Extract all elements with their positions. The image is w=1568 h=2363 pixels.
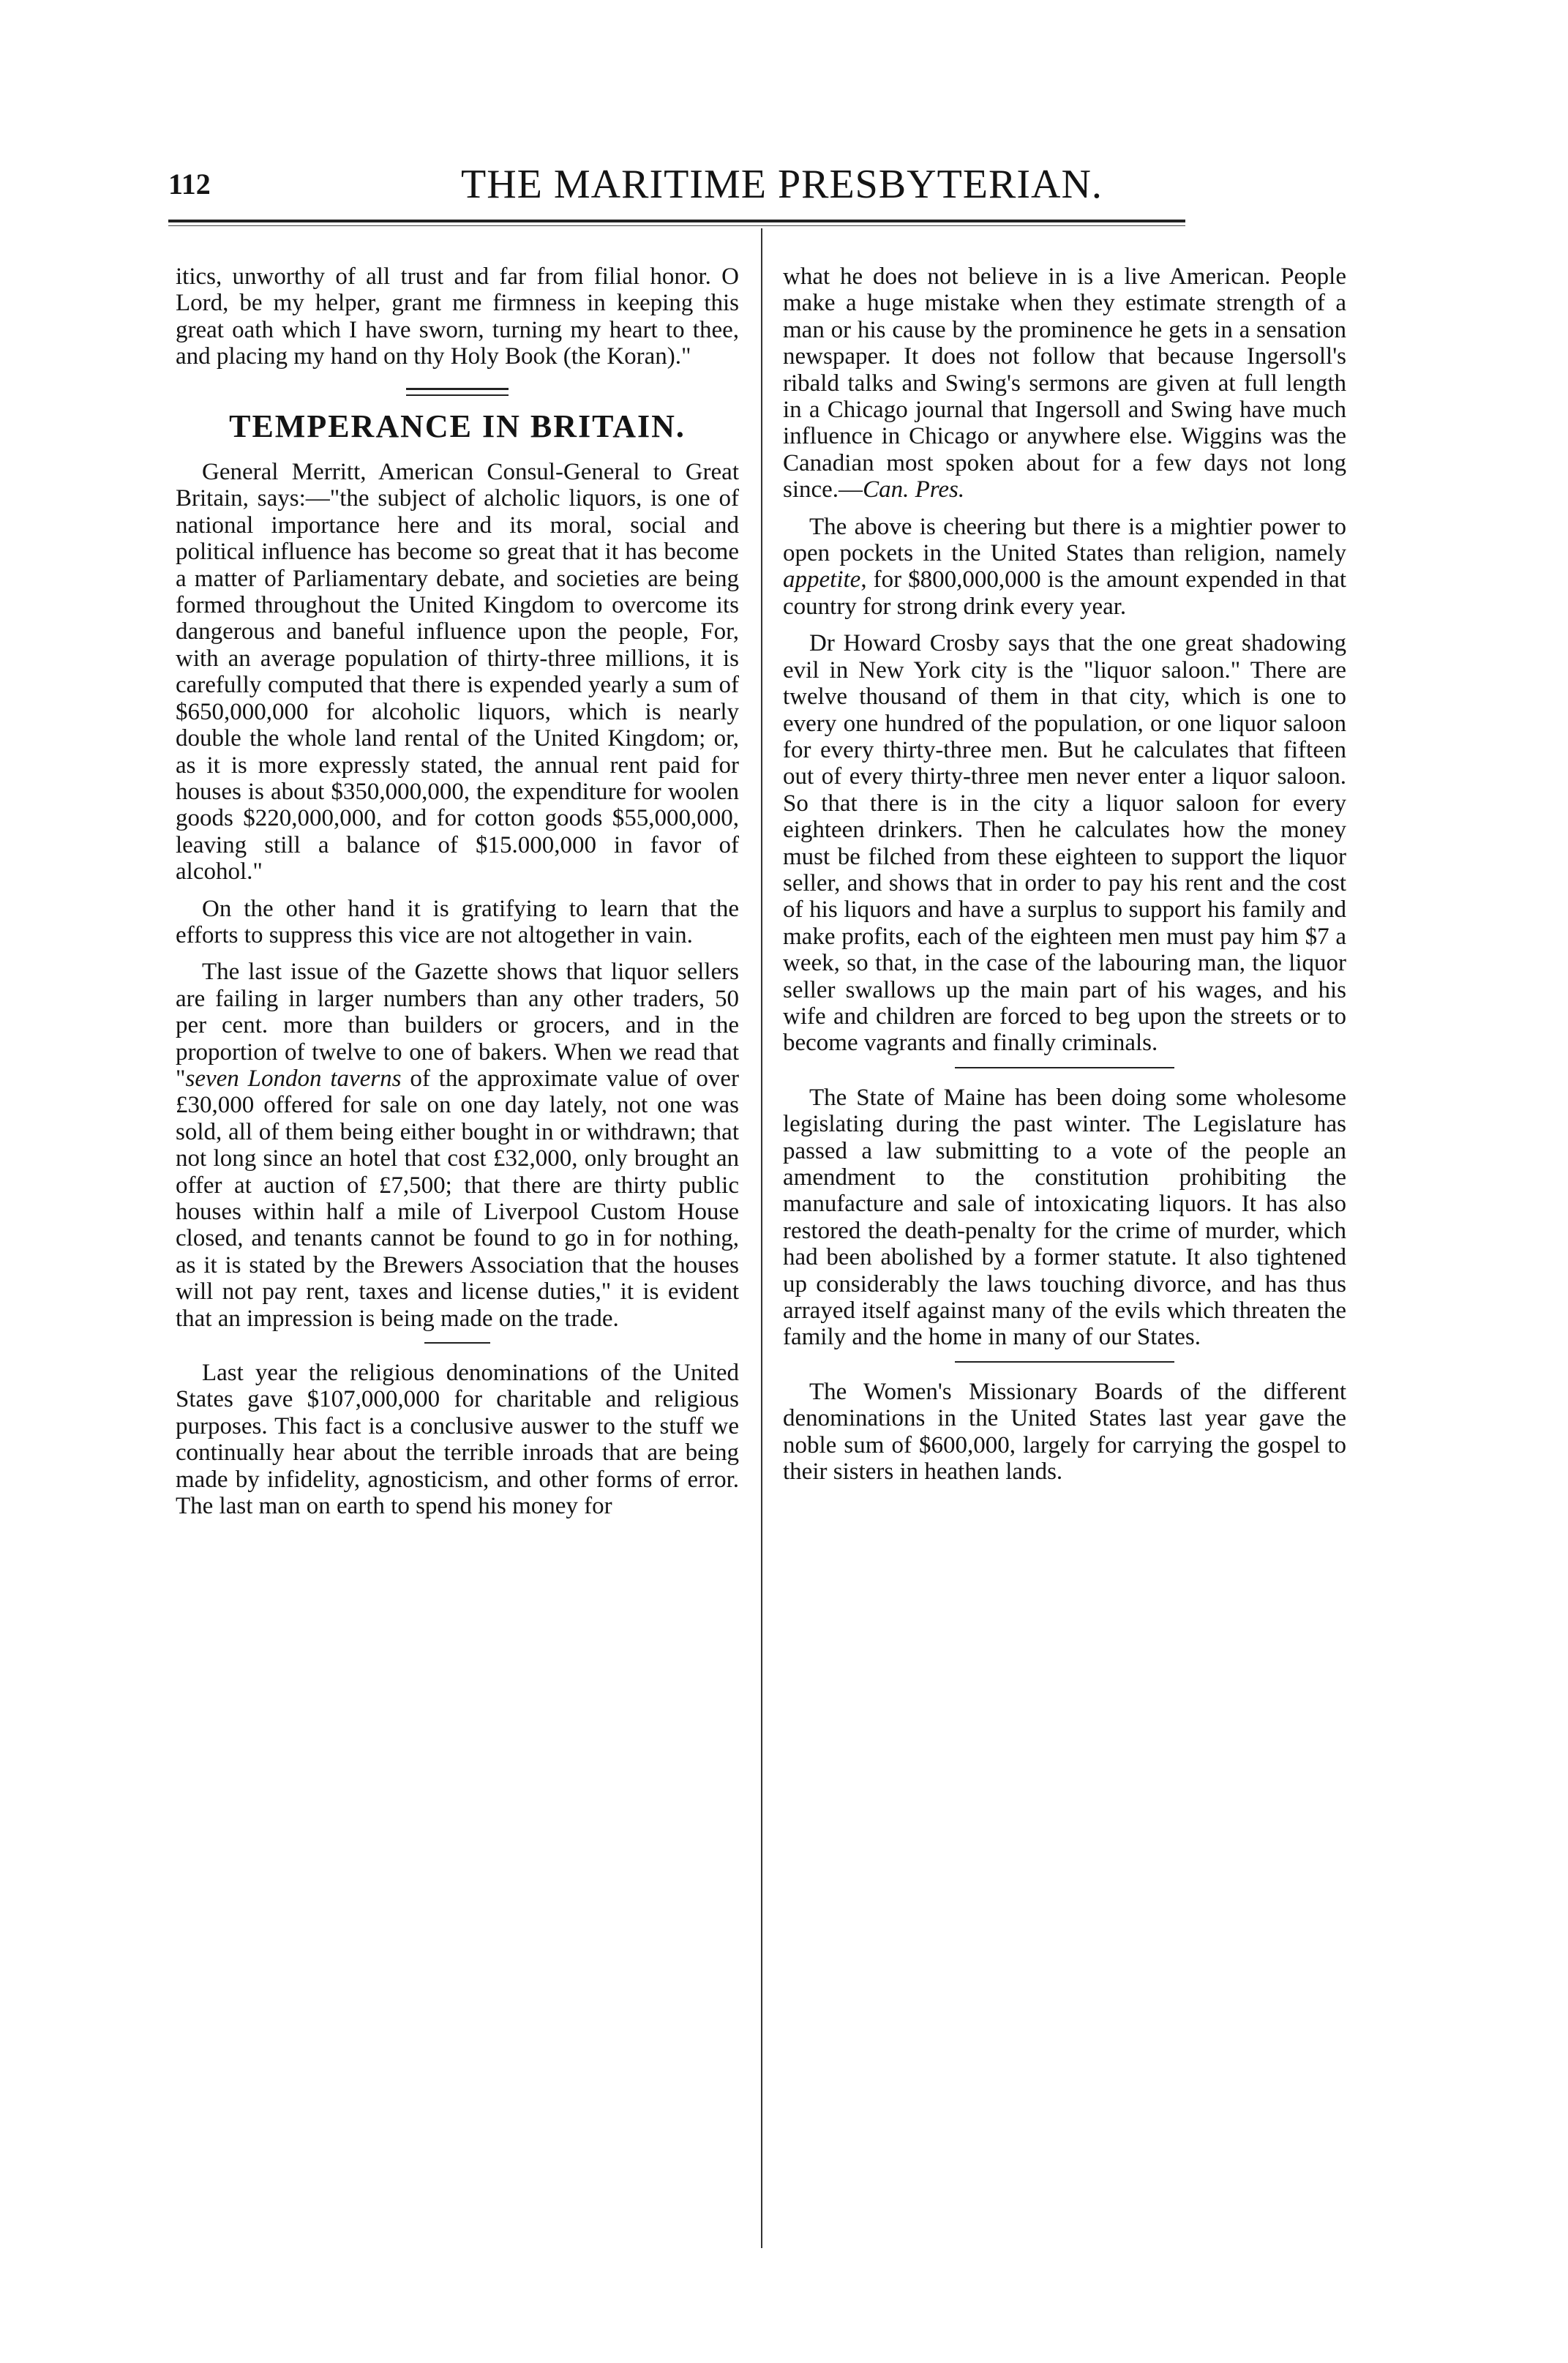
running-title: THE MARITIME PRESBYTERIAN. bbox=[461, 162, 1103, 207]
article-paragraph: The State of Maine has been doing some wholesome legislating during the past winter. The Legislature has passed a law submitting to a vote of the people an amendment to the constitution prohibiting the manufacture and sale of intoxicating liquors. It has also restored the death-penalty for the crime of murder, which had been abolished by a former statute. It also tightened up considerably the laws touching divorce, and has thus arrayed itself against many of the evils which threaten the family and the home in many of our States. bbox=[783, 1084, 1346, 1351]
page-number: 112 bbox=[168, 168, 211, 201]
text-run: what he does not believe in is a live American. People make a huge mistake when they estimate strength of a man or his cause by the prominence he gets in a sensation newspaper. It does not follow that because Ingersoll's ribald talks and Swing's sermons are given at full length in a Chicago journal that Ingersoll and Swing have much influence in Chicago or anywhere else. Wiggins was the Canadian most spoken about for a few days not long since.— bbox=[783, 263, 1346, 503]
article-paragraph bbox=[176, 959, 739, 1332]
article-paragraph: On the other hand it is gratifying to learn that the efforts to suppress this vice are not altogether in vain. bbox=[176, 895, 739, 948]
left-column bbox=[176, 263, 739, 1529]
running-header bbox=[168, 161, 1178, 212]
text-run: The above is cheering but there is a mightier power to open pockets in the United States than religion, namely bbox=[783, 513, 1346, 567]
section-divider bbox=[424, 1342, 490, 1344]
text-run: , for $800,000,000 is the amount expended in that country for strong drink every year. bbox=[783, 566, 1346, 620]
text-run: The last issue of the Gazette shows that liquor sellers are failing in larger numbers than any other traders, 50 per cent. more than builders or grocers, and in the proportion of twelve to one of bakers. When we read that " bbox=[176, 959, 739, 1092]
section-divider bbox=[955, 1361, 1174, 1363]
italic-text: seven London taverns bbox=[185, 1065, 402, 1092]
continued-paragraph bbox=[783, 263, 1346, 503]
article-paragraph bbox=[783, 514, 1346, 621]
article-paragraph: The Women's Missionary Boards of the different denominations in the United States last year gave the noble sum of $600,000, largely for carrying the gospel to their sisters in heathen lands. bbox=[783, 1378, 1346, 1486]
text-run: of the approximate value of over £30,000 offered for sale on one day lately, not one was sold, all of them being either bought in or withdrawn; that not long since an hotel that cost £32,000, only brought an offer at auction of £7,500; that there are thirty public houses within half a mile of Liverpool Custom House closed, and tenants cannot be found to go in for nothing, as it is stated by the Brewers Association that the houses will not pay rent, taxes and license duties," it is evident that an impression is being made on the trade. bbox=[176, 1065, 739, 1332]
header-rule bbox=[168, 220, 1185, 226]
italic-text: appetite bbox=[783, 566, 861, 593]
column-divider bbox=[761, 228, 762, 2248]
section-divider bbox=[406, 388, 509, 396]
source-citation: Can. Pres. bbox=[863, 476, 965, 503]
continued-paragraph: itics, unworthy of all trust and far from filial honor. O Lord, be my helper, grant me firmness in keeping this great oath which I have sworn, turning my heart to thee, and placing my hand on thy Holy Book (the Koran)." bbox=[176, 263, 739, 370]
article-heading: TEMPERANCE IN BRITAIN. bbox=[229, 408, 686, 444]
right-column bbox=[783, 263, 1346, 1495]
article-paragraph: Dr Howard Crosby says that the one great shadowing evil in New York city is the "liquor saloon." There are twelve thousand of them in that city, which is one to every one hundred of the population, or one liquor saloon for every thirty-three men. But he calculates that fifteen out of every thirty-three men never enter a liquor saloon. So that there is in the city a liquor saloon for every eighteen drinkers. Then he calculates how the money must be filched from these eighteen to support the liquor seller, and shows that in order to pay his rent and the cost of his liquors and have a surplus to support his family and make profits, each of the eighteen men must pay him $7 a week, so that, in the case of the labouring man, the liquor seller swallows up the main part of his wages, and his wife and children are forced to beg upon the streets or to become vagrants and finally criminals. bbox=[783, 630, 1346, 1057]
article-paragraph: General Merritt, American Consul-General to Great Britain, says:—"the subject of alcholic liquors, is one of national importance here and its moral, social and political influence has become so great that it has become a matter of Parliamentary debate, and societies are being formed throughout the United Kingdom to overcome its dangerous and baneful influence upon the people, For, with an average population of thirty-three millions, it is carefully computed that there is expended yearly a sum of $650,000,000 for alcoholic liquors, which is nearly double the whole land rental of the United Kingdom; or, as it is more expressly stated, the annual rent paid for houses is about $350,000,000, the expenditure for woolen goods $220,000,000, and for cotton goods $55,000,000, leaving still a balance of $15.000,000 in favor of alcohol." bbox=[176, 459, 739, 885]
article-paragraph: Last year the religious denominations of the United States gave $107,000,000 for charitable and religious purposes. This fact is a conclusive auswer to the stuff we continually hear about the terrible inroads that are being made by infidelity, agnosticism, and other forms of error. The last man on earth to spend his money for bbox=[176, 1360, 739, 1520]
section-divider bbox=[955, 1067, 1174, 1068]
